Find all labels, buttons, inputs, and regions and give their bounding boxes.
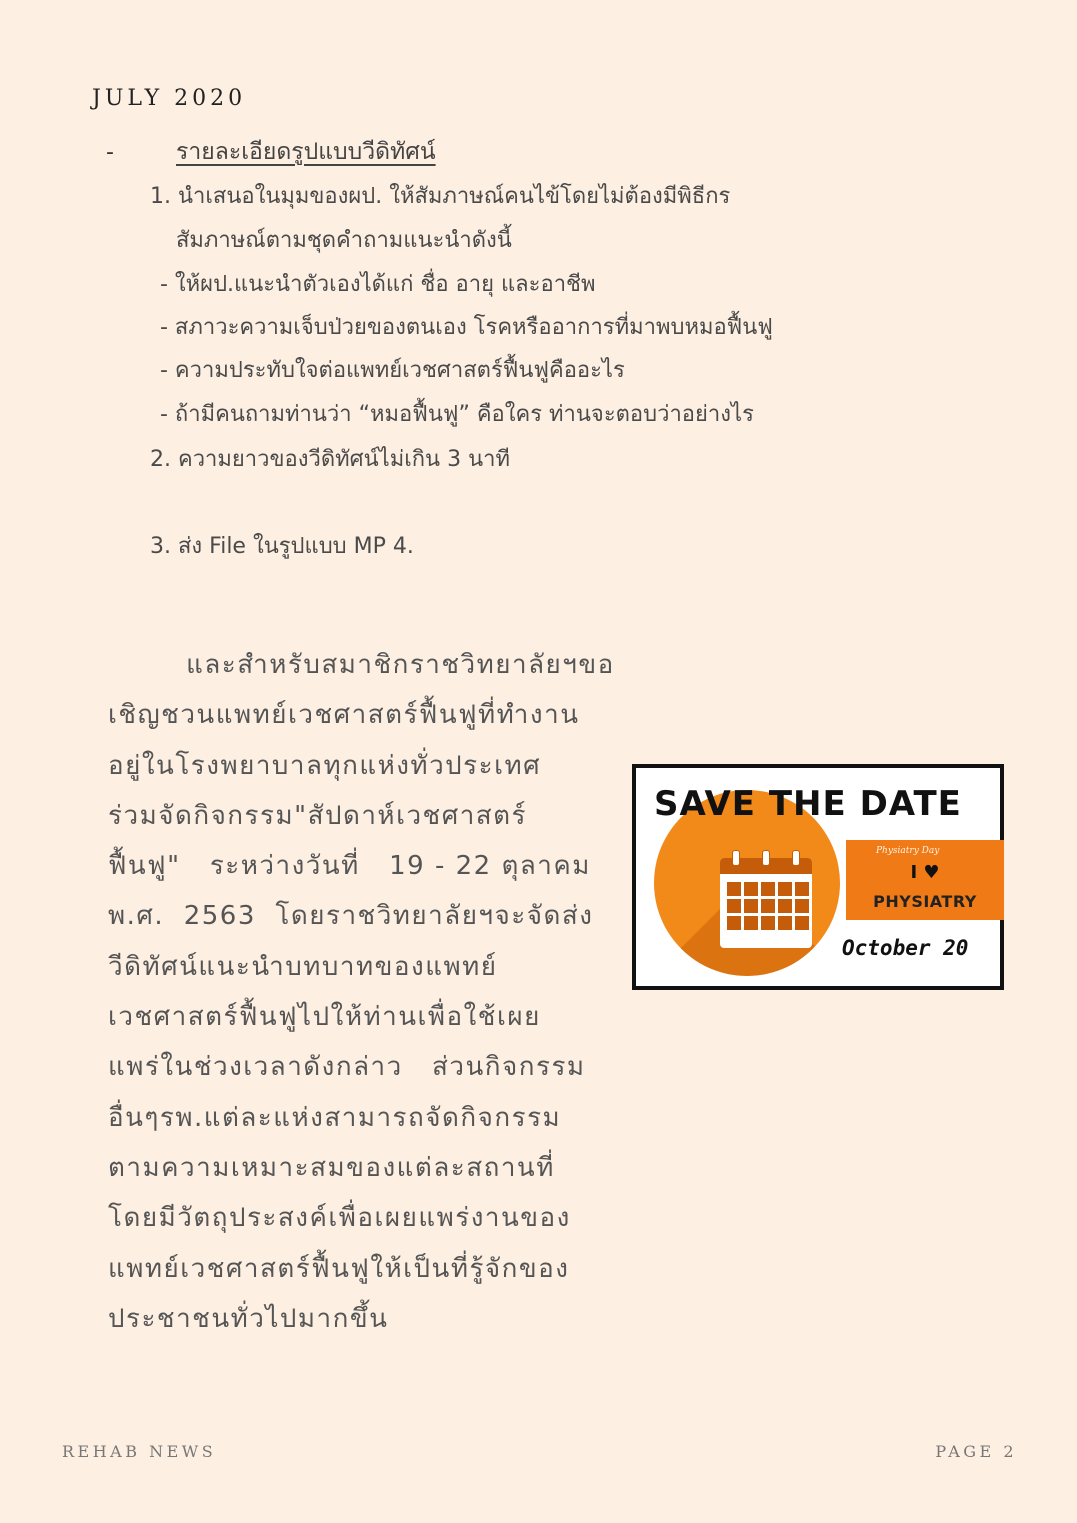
paragraph-line: พ.ศ. 2563 โดยราชวิทยาลัยฯจะจัดส่ง: [108, 901, 594, 932]
paragraph-line: โดยมีวัตถุประสงค์เพื่อเผยแพร่งานของ: [108, 1203, 571, 1234]
list-item: 2. ความยาวของวีดิทัศน์ไม่เกิน 3 นาที: [150, 447, 510, 472]
paragraph-line: แพร่ในช่วงเวลาดังกล่าว ส่วนกิจกรรม: [108, 1052, 586, 1083]
footer-publication: REHAB NEWS: [62, 1442, 217, 1461]
physiatry-badge: [846, 840, 1004, 920]
paragraph-line: เชิญชวนแพทย์เวชศาสตร์ฟื้นฟูที่ทำงาน: [108, 700, 580, 731]
paragraph-line: และสำหรับสมาชิกราชวิทยาลัยฯขอ: [108, 650, 615, 680]
list-item: - ถ้ามีคนถามท่านว่า “หมอฟื้นฟู” คือใคร ท่านจะตอบว่าอย่างไร: [160, 402, 754, 427]
heart-icon: I ♥: [910, 862, 940, 883]
paragraph-line: ตามความเหมาะสมของแต่ละสถานที่: [108, 1152, 555, 1183]
list-item: - ให้ผป.แนะนำตัวเองได้แก่ ชื่อ อายุ และอาชีพ: [160, 272, 596, 297]
paragraph-line: เวชศาสตร์ฟื้นฟูไปให้ท่านเพื่อใช้เผย: [108, 1002, 541, 1033]
body-paragraph: [108, 640, 615, 1344]
list-item: 3. ส่ง File ในรูปแบบ MP 4.: [150, 534, 414, 559]
paragraph-line: ฟื้นฟู" ระหว่างวันที่ 19 - 22 ตุลาคม: [108, 851, 591, 882]
badge-subtitle: Physiatry Day: [876, 846, 940, 856]
paragraph-line: อื่นๆรพ.แต่ละแห่งสามารถจัดกิจกรรม: [108, 1102, 562, 1133]
list-item: - สภาวะความเจ็บป่วยของตนเอง โรคหรืออาการที่มาพบหมอฟื้นฟู: [160, 315, 773, 340]
calendar-icon: [720, 858, 812, 948]
paragraph-line: วีดิทัศน์แนะนำบทบาทของแพทย์: [108, 951, 498, 982]
card-date: October 20: [842, 936, 969, 960]
footer-page-number: PAGE 2: [935, 1442, 1017, 1461]
paragraph-line: ร่วมจัดกิจกรรม"สัปดาห์เวชศาสตร์: [108, 800, 528, 831]
paragraph-line: ประชาชนทั่วไปมากขึ้น: [108, 1303, 389, 1334]
paragraph-line: แพทย์เวชศาสตร์ฟื้นฟูให้เป็นที่รู้จักของ: [108, 1253, 570, 1284]
card-title: SAVE THE DATE: [654, 784, 962, 824]
issue-date: JULY 2020: [92, 86, 247, 111]
list-item: - ความประทับใจต่อแพทย์เวชศาสตร์ฟื้นฟูคืออะไร: [160, 358, 625, 383]
badge-word: PHYSIATRY: [873, 892, 977, 911]
section-bullet: -: [106, 140, 114, 165]
save-the-date-card: [632, 764, 1004, 990]
list-item: สัมภาษณ์ตามชุดคำถามแนะนำดังนี้: [176, 228, 512, 253]
paragraph-line: อยู่ในโรงพยาบาลทุกแห่งทั่วประเทศ: [108, 750, 542, 781]
section-heading: รายละเอียดรูปแบบวีดิทัศน์: [176, 139, 436, 165]
list-item: 1. นำเสนอในมุมของผป. ให้สัมภาษณ์คนไข้โดยไม่ต้องมีพิธีกร: [150, 184, 731, 209]
